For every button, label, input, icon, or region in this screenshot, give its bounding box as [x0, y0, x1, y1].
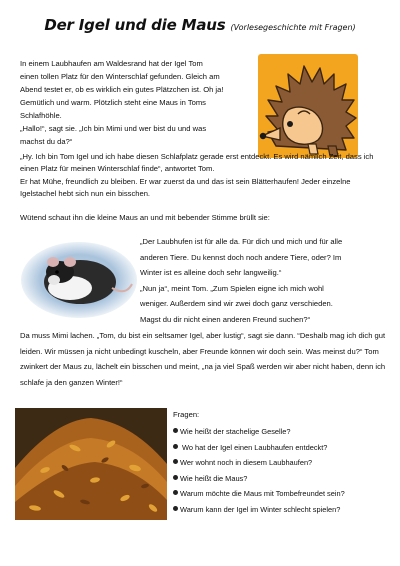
- story-line: Abend testet er, ob es wirklich ein gutes Plätzchen ist. Oh ja!: [20, 85, 224, 94]
- story-line: machst du da?“: [20, 137, 73, 146]
- question-item: [173, 424, 345, 440]
- bullet-icon: [173, 506, 178, 511]
- question-item: [173, 440, 345, 456]
- hedgehog-illustration: [258, 54, 358, 158]
- question-item: [173, 502, 345, 518]
- story-paragraph: „Hy. Ich bin Tom Igel und ich habe diesen Schlafplatz gerade erst entdeckt. Es wird nämlich Zeit, dass ich einen Platz für meinen Winterschlaf finde“, antwortet Tom.: [20, 152, 374, 174]
- page-subtitle: (Vorlesegeschichte mit Fragen): [230, 23, 356, 32]
- mouse-photo: [20, 236, 138, 320]
- question-text: Wie heißt die Maus?: [180, 473, 248, 483]
- question-item: [173, 455, 345, 471]
- story-line: „Nun ja“, meint Tom. „Zum Spielen eigne ich mich wohl: [140, 284, 324, 293]
- bullet-icon: [173, 444, 178, 449]
- page-title: [0, 16, 400, 34]
- question-text: Wie heißt der stachelige Geselle?: [180, 427, 291, 436]
- question-text: Wer wohnt noch in diesem Laubhaufen?: [180, 458, 313, 467]
- questions-heading: Fragen:: [173, 410, 200, 419]
- questions-list: [173, 424, 345, 517]
- question-text: Wo hat der Igel einen Laubhaufen entdeckt?: [180, 442, 328, 452]
- story-paragraph: Da muss Mimi lachen. „Tom, du bist ein seltsamer Igel, aber lustig“, sagt sie dann. “Deshalb mag ich dich gut leiden. Wir müssen ja nicht unbedingt kuscheln, aber Freunde können wir doch sein. Was meinst du?“ Tom zwinkert der Maus zu, lächelt ein bisschen und meint, „na ja viel Spaß werden wir aber nicht haben, denn ich schlafe ja den ganzen Winter!“: [20, 331, 386, 387]
- story-line: einen tollen Platz für den Winterschlaf gefunden. Gleich am: [20, 72, 220, 81]
- story-line: Magst du dir nicht einen anderen Freund suchen?“: [140, 315, 311, 324]
- story-line: anderen Tiere. Du kennst doch noch andere Tiere, oder? Im: [140, 253, 342, 262]
- bullet-icon: [173, 475, 178, 480]
- story-line: weniger. Außerdem sind wir zwei doch ganz verschieden.: [140, 299, 333, 308]
- leaf-pile-photo: [15, 408, 167, 520]
- question-item: [173, 486, 345, 502]
- title-text: Der Igel und die Maus: [44, 16, 226, 34]
- story-line: „Hallo!“, sagt sie. „Ich bin Mimi und wer bist du und was: [20, 124, 207, 133]
- bullet-icon: [173, 428, 178, 433]
- story-line: In einem Laubhaufen am Waldesrand hat der Igel Tom: [20, 59, 203, 68]
- bullet-icon: [173, 490, 178, 495]
- story-paragraph: Wütend schaut ihn die kleine Maus an und mit bebender Stimme brüllt sie:: [20, 213, 270, 222]
- story-line: Gemütlich und warm. Plötzlich steht eine Maus in Toms: [20, 98, 206, 107]
- story-line: Schlafhöhle.: [20, 111, 62, 120]
- story-line: Winter ist es alleine doch sehr langweilig.“: [140, 268, 282, 277]
- story-line: „Der Laubhufen ist für alle da. Für dich und mich und für alle: [140, 237, 343, 246]
- bullet-icon: [173, 459, 178, 464]
- story-paragraph: Er hat Mühe, freundlich zu bleiben. Er war zuerst da und das ist sein Blätterhaufen! Jeder einzelne Igelstachel hebt sich nun ein bisschen.: [20, 177, 351, 199]
- question-text: Warum möchte die Maus mit Tombefreundet sein?: [180, 489, 345, 498]
- question-text: Warum kann der Igel im Winter schlecht spielen?: [180, 504, 341, 514]
- question-item: [173, 471, 345, 487]
